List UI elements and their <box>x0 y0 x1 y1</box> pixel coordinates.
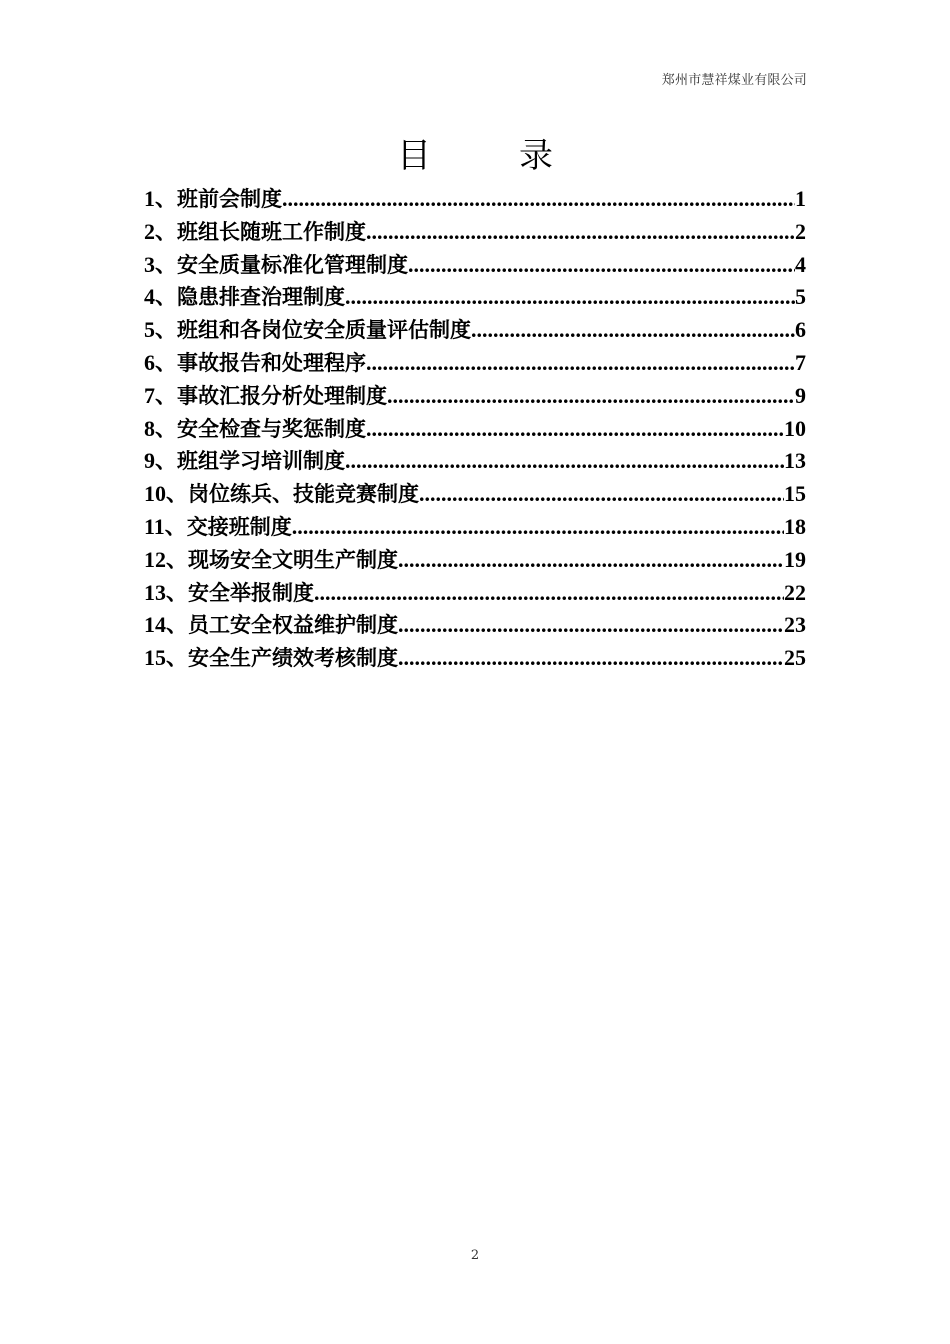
toc-dot-leader <box>419 478 784 511</box>
toc-entry-number: 12、 <box>144 546 189 572</box>
toc-entry-number: 1、 <box>144 186 178 211</box>
toc-entry-title: 班组和各岗位安全质量评估制度 <box>177 318 472 343</box>
toc-entry-title: 事故汇报分析处理制度 <box>177 383 388 408</box>
toc-entry[interactable] <box>144 380 806 413</box>
toc-title-char-1: 目 <box>397 136 431 176</box>
toc-entry[interactable] <box>144 511 806 544</box>
toc-entry-title: 班组长随班工作制度 <box>177 219 367 244</box>
toc-entry-number: 5、 <box>144 317 178 343</box>
toc-entry-page: 25 <box>784 645 806 671</box>
page-number: 2 <box>470 1248 480 1263</box>
toc-dot-leader <box>387 380 795 413</box>
toc-entry-page: 2 <box>795 218 806 244</box>
toc-entry-page: 23 <box>784 612 806 638</box>
toc-entry-title: 班组学习培训制度 <box>177 449 346 474</box>
toc-dot-leader <box>366 413 784 446</box>
toc-title <box>0 128 950 177</box>
toc-entry-page: 6 <box>795 317 806 343</box>
toc-dot-leader <box>366 347 795 380</box>
toc-entry-number: 9、 <box>144 448 178 474</box>
toc-entry[interactable] <box>144 249 806 282</box>
toc-entry-page: 13 <box>784 448 806 474</box>
toc-entry-title: 安全检查与奖惩制度 <box>177 416 367 441</box>
toc-entry-page: 4 <box>795 251 806 277</box>
toc-entry-page: 19 <box>784 546 806 572</box>
toc-dot-leader <box>398 544 784 577</box>
toc-entry-title: 交接班制度 <box>186 514 292 539</box>
toc-entry-page: 9 <box>795 382 806 408</box>
toc-entry-title: 事故报告和处理程序 <box>177 350 367 375</box>
toc-dot-leader <box>408 249 795 282</box>
toc-entry-page: 18 <box>784 513 806 539</box>
toc-dot-leader <box>282 183 795 216</box>
toc-entry-page: 15 <box>784 481 806 507</box>
toc-entry-number: 14、 <box>144 612 189 638</box>
toc-entry[interactable] <box>144 577 806 610</box>
toc-entry-title: 现场安全文明生产制度 <box>188 547 399 572</box>
toc-dot-leader <box>345 281 795 314</box>
toc-entry-number: 7、 <box>144 382 178 408</box>
toc-entry[interactable] <box>144 216 806 249</box>
toc-dot-leader <box>314 577 784 610</box>
toc-title-char-2: 录 <box>519 136 553 176</box>
running-header-company: 郑州市慧祥煤业有限公司 <box>661 73 807 88</box>
toc-entry-number: 6、 <box>144 349 178 375</box>
toc-entry[interactable] <box>144 347 806 380</box>
toc-dot-leader <box>398 642 784 675</box>
toc-entry[interactable] <box>144 609 806 642</box>
toc-entry[interactable] <box>144 413 806 446</box>
toc-entry[interactable] <box>144 281 806 314</box>
toc-entry[interactable] <box>144 183 806 216</box>
toc-entry[interactable] <box>144 642 806 675</box>
toc-entry-number: 13、 <box>144 579 189 605</box>
toc-entry-number: 8、 <box>144 415 178 441</box>
toc-entry-title: 安全举报制度 <box>188 580 315 605</box>
toc-entry[interactable] <box>144 478 806 511</box>
toc-entry-number: 4、 <box>144 284 178 310</box>
table-of-contents <box>144 183 806 675</box>
toc-entry-page: 1 <box>795 186 806 211</box>
toc-entry-page: 5 <box>795 284 806 310</box>
toc-entry-page: 7 <box>795 349 806 375</box>
toc-entry-number: 10、 <box>144 481 189 507</box>
toc-dot-leader <box>366 216 795 249</box>
toc-entry[interactable] <box>144 314 806 347</box>
toc-entry-number: 15、 <box>144 645 189 671</box>
toc-entry-title: 隐患排查治理制度 <box>177 285 346 310</box>
toc-entry-number: 2、 <box>144 218 178 244</box>
toc-dot-leader <box>345 445 784 478</box>
toc-dot-leader <box>292 511 784 544</box>
toc-entry-title: 安全生产绩效考核制度 <box>188 646 399 671</box>
toc-entry-title: 员工安全权益维护制度 <box>188 613 399 638</box>
toc-dot-leader <box>398 609 784 642</box>
toc-entry-page: 10 <box>784 415 806 441</box>
toc-entry-title: 班前会制度 <box>177 187 283 211</box>
toc-entry[interactable] <box>144 544 806 577</box>
toc-entry[interactable] <box>144 445 806 478</box>
toc-entry-title: 岗位练兵、技能竞赛制度 <box>188 482 420 507</box>
toc-dot-leader <box>471 314 795 347</box>
toc-entry-page: 22 <box>784 579 806 605</box>
toc-entry-title: 安全质量标准化管理制度 <box>177 252 409 277</box>
toc-entry-number: 11、 <box>144 513 187 539</box>
toc-entry-number: 3、 <box>144 251 178 277</box>
